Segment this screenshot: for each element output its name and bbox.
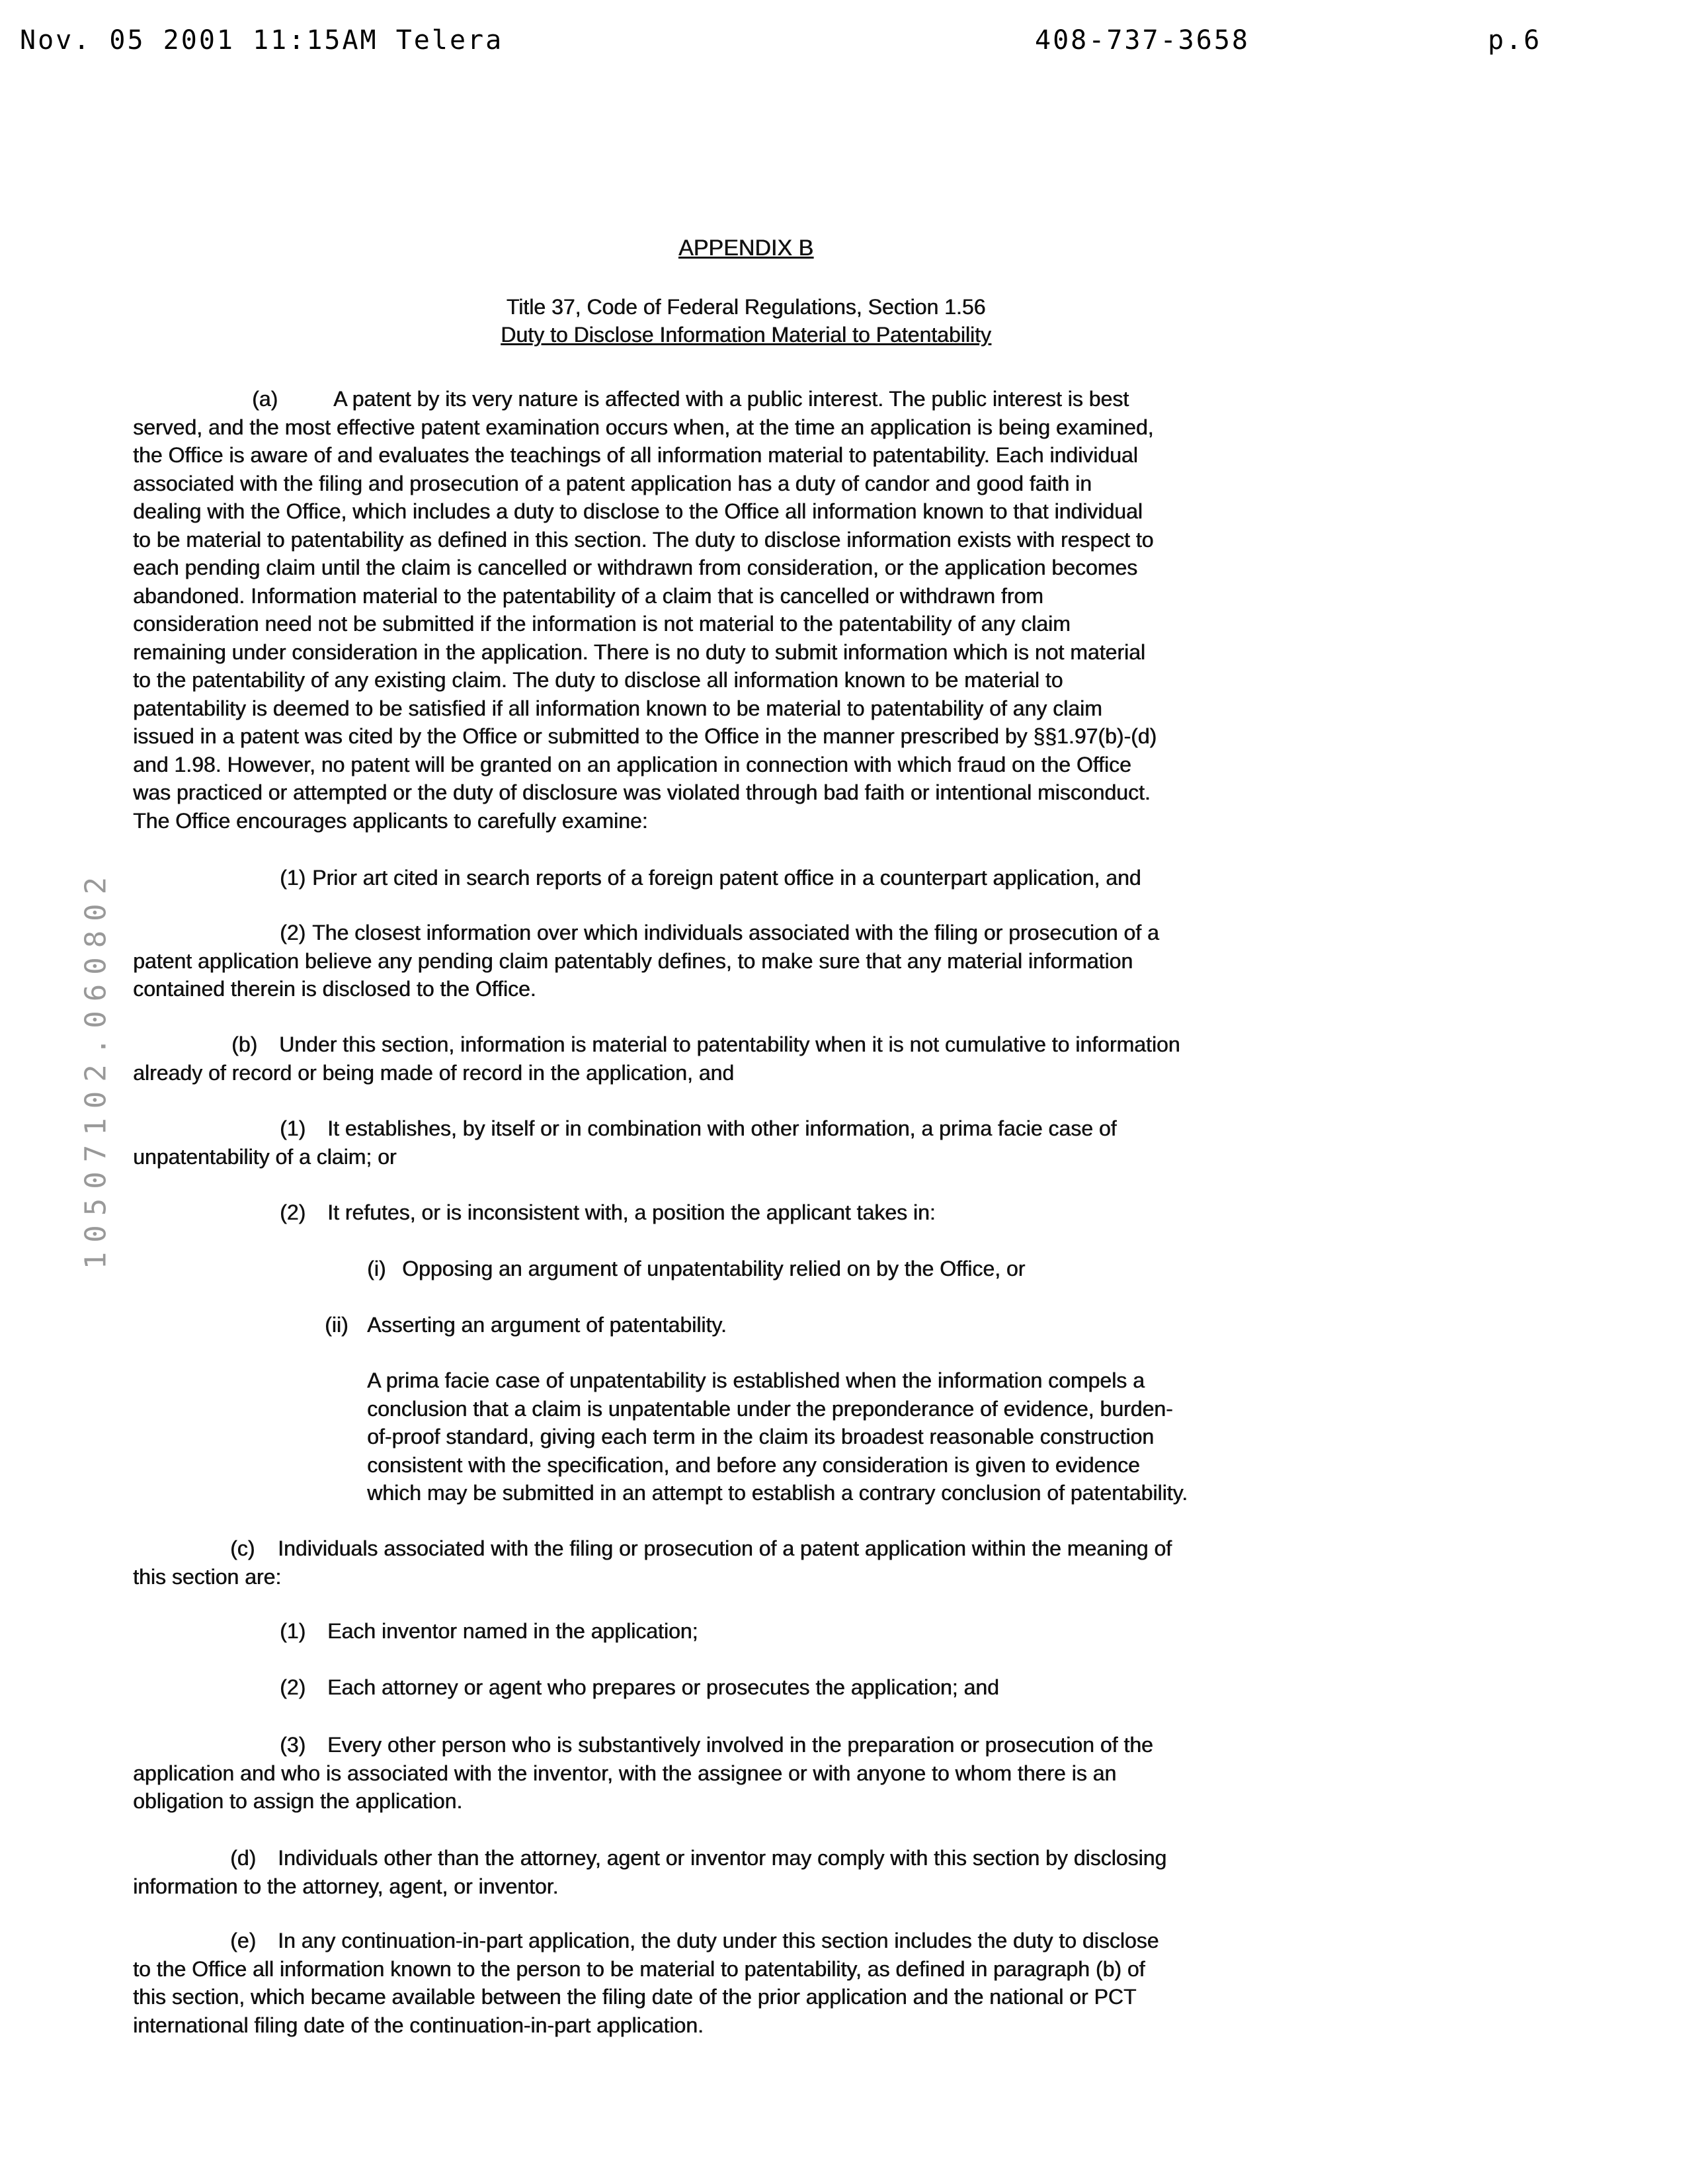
paragraph-line: already of record or being made of record in the application, and [133, 1059, 1180, 1087]
paragraph [0, 385, 1157, 835]
paragraph-line: served, and the most effective patent examination occurs when, at the time an application is being examined, [133, 413, 1157, 442]
paragraph-line: In any continuation-in-part application, the duty under this section includes the duty to disclose [278, 1927, 1159, 1955]
paragraph-line: A patent by its very nature is affected with a public interest. The public interest is best [333, 385, 1157, 413]
paragraph [0, 1534, 1172, 1591]
paragraph-line: Prior art cited in search reports of a foreign patent office in a counterpart application, and [312, 864, 1141, 892]
paragraph [0, 1673, 999, 1702]
paragraph-line: patent application believe any pending claim patentably defines, to make sure that any material information [133, 947, 1159, 976]
paragraph-line: Every other person who is substantively involved in the preparation or prosecution of the [327, 1731, 1153, 1759]
paragraph [0, 1927, 1159, 2039]
paragraph-line: international filing date of the continuation-in-part application. [133, 2011, 1159, 2040]
fax-header-datetime-sender: Nov. 05 2001 11:15AM Telera [20, 25, 503, 56]
page-heading: APPENDIX B [0, 235, 1492, 261]
paragraph-label: (ii) [325, 1311, 348, 1339]
paragraph-label: (2) [280, 1673, 305, 1702]
paragraph [0, 1617, 698, 1646]
paragraph-label: (1) [280, 864, 305, 892]
paragraph-line: issued in a patent was cited by the Office or submitted to the Office in the manner prescribed by §§1.97(b)-(d) [133, 722, 1157, 751]
paragraph-line: A prima facie case of unpatentability is established when the information compels a [367, 1366, 1188, 1395]
paragraph-line: contained therein is disclosed to the Office. [133, 975, 1159, 1003]
regulation-title: Title 37, Code of Federal Regulations, Section 1.56 [0, 295, 1492, 319]
paragraph-line: to the patentability of any existing claim. The duty to disclose all information known to be material to [133, 666, 1157, 694]
paragraph-line: The Office encourages applicants to carefully examine: [133, 807, 1157, 835]
paragraph-line: Individuals other than the attorney, agent or inventor may comply with this section by disclosing [278, 1844, 1166, 1872]
fax-header-page: p.6 [1488, 25, 1541, 56]
paragraph-line: Each inventor named in the application; [327, 1617, 698, 1646]
paragraph-line: patentability is deemed to be satisfied if all information known to be material to patentability of any claim [133, 694, 1157, 723]
paragraph [0, 1255, 1025, 1283]
paragraph-line: Individuals associated with the filing or prosecution of a patent application within the meaning of [278, 1534, 1172, 1563]
paragraph-line: associated with the filing and prosecution of a patent application has a duty of candor and good faith in [133, 470, 1157, 498]
paragraph [0, 1198, 936, 1227]
paragraph-line: The closest information over which individuals associated with the filing or prosecution of a [312, 919, 1159, 947]
paragraph-line: of-proof standard, giving each term in the claim its broadest reasonable construction [367, 1423, 1188, 1451]
paragraph-line: unpatentability of a claim; or [133, 1143, 1116, 1171]
paragraph-line: information to the attorney, agent, or inventor. [133, 1872, 1166, 1901]
paragraph-label: (d) [230, 1844, 256, 1872]
paragraph-line: each pending claim until the claim is cancelled or withdrawn from consideration, or the application becomes [133, 554, 1157, 582]
paragraph-line: Under this section, information is material to patentability when it is not cumulative to information [279, 1030, 1180, 1059]
paragraph-line: application and who is associated with the inventor, with the assignee or with anyone to whom there is an [133, 1759, 1153, 1788]
paragraph [0, 1366, 1188, 1507]
paragraph [0, 1030, 1180, 1087]
paragraph-line: was practiced or attempted or the duty of disclosure was violated through bad faith or intentional misconduct. [133, 778, 1157, 807]
paragraph-line: conclusion that a claim is unpatentable under the preponderance of evidence, burden- [367, 1395, 1188, 1423]
paragraph-label: (c) [230, 1534, 255, 1563]
paragraph-label: (3) [280, 1731, 305, 1759]
paragraph [0, 1844, 1166, 1900]
paragraph-line: and 1.98. However, no patent will be granted on an application in connection with which fraud on the Office [133, 751, 1157, 779]
paragraph-line: to be material to patentability as defined in this section. The duty to disclose information exists with respect to [133, 526, 1157, 554]
paragraph [0, 1114, 1116, 1171]
paragraph-line: which may be submitted in an attempt to establish a contrary conclusion of patentability. [367, 1479, 1188, 1507]
paragraph-line: Each attorney or agent who prepares or prosecutes the application; and [327, 1673, 999, 1702]
paragraph-line: to the Office all information known to the person to be material to patentability, as defined in paragraph (b) of [133, 1955, 1159, 1984]
paragraph-label: (a) [252, 385, 278, 413]
paragraph-line: this section, which became available between the filing date of the prior application and the national or PCT [133, 1983, 1159, 2011]
paragraph [0, 1311, 727, 1339]
section-title: Duty to Disclose Information Material to Patentability [0, 323, 1492, 347]
paragraph-label: (1) [280, 1617, 305, 1646]
paragraph-line: the Office is aware of and evaluates the teachings of all information material to patentability. Each individual [133, 441, 1157, 470]
side-stamp-text: 10507102.060802 [79, 811, 113, 1327]
paragraph-label: (2) [280, 919, 305, 947]
paragraph-line: remaining under consideration in the application. There is no duty to submit information which is not material [133, 638, 1157, 667]
paragraph-line: dealing with the Office, which includes a duty to disclose to the Office all information known to that individual [133, 497, 1157, 526]
paragraph-line: consideration need not be submitted if the information is not material to the patentability of any claim [133, 610, 1157, 638]
paragraph [0, 919, 1159, 1003]
fax-header-phone: 408-737-3658 [1035, 25, 1250, 56]
paragraph-label: (2) [280, 1198, 305, 1227]
paragraph-line: Opposing an argument of unpatentability relied on by the Office, or [402, 1255, 1025, 1283]
paragraph-label: (i) [367, 1255, 386, 1283]
paragraph-line: consistent with the specification, and before any consideration is given to evidence [367, 1451, 1188, 1480]
paragraph-line: obligation to assign the application. [133, 1787, 1153, 1816]
paragraph-label: (e) [230, 1927, 256, 1955]
paragraph-line: abandoned. Information material to the patentability of a claim that is cancelled or withdrawn from [133, 582, 1157, 610]
paragraph-label: (1) [280, 1114, 305, 1143]
paragraph-line: It establishes, by itself or in combination with other information, a prima facie case of [327, 1114, 1116, 1143]
paragraph-line: Asserting an argument of patentability. [367, 1311, 727, 1339]
paragraph-line: It refutes, or is inconsistent with, a position the applicant takes in: [327, 1198, 936, 1227]
paragraph-line: this section are: [133, 1563, 1172, 1591]
paragraph [0, 1731, 1153, 1816]
paragraph-label: (b) [231, 1030, 257, 1059]
paragraph [0, 864, 1141, 892]
